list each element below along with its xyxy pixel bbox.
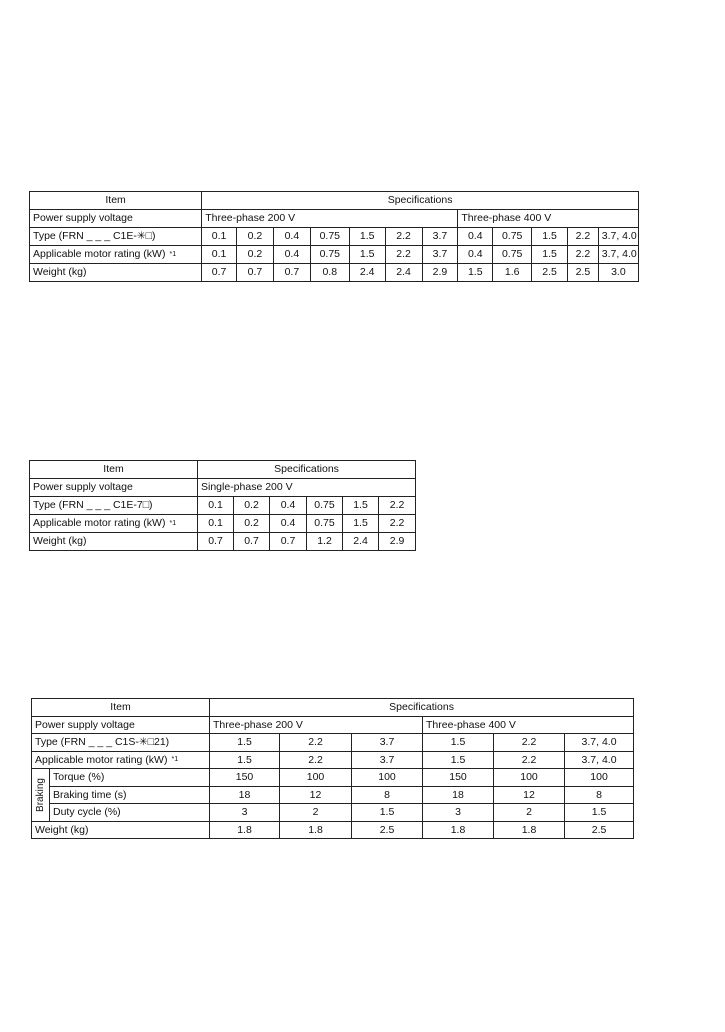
table-cell: 1.5	[423, 734, 494, 752]
table-cell: 2.2	[280, 734, 352, 752]
table-cell: 0.7	[234, 533, 270, 551]
table-cell: 1.5	[532, 228, 568, 246]
table-header-row	[32, 699, 634, 717]
table-cell: 1.5	[532, 246, 568, 264]
footnote-marker: *1	[169, 251, 177, 258]
row-label-weight: Weight (kg)	[32, 821, 210, 839]
table-cell: 1.8	[210, 821, 280, 839]
table-cell: 18	[210, 786, 280, 804]
table-cell: 2.2	[568, 246, 599, 264]
header-item: Item	[32, 699, 210, 717]
table-cell: 12	[494, 786, 565, 804]
table-cell: 0.75	[310, 228, 349, 246]
row-label-type: Type (FRN _ _ _ C1E-7□)	[30, 497, 198, 515]
table-cell: 2.4	[385, 264, 422, 282]
table-cell: 0.7	[198, 533, 234, 551]
table-cell: 0.4	[273, 246, 310, 264]
table-header-row	[30, 461, 416, 479]
table-cell: 100	[352, 769, 423, 787]
table-cell: 0.8	[310, 264, 349, 282]
table-cell: 2.4	[343, 533, 379, 551]
voltage-three-phase-400: Three-phase 400 V	[458, 210, 639, 228]
voltage-three-phase-400: Three-phase 400 V	[423, 716, 634, 734]
table-cell: 0.1	[202, 228, 237, 246]
table-cell: 2.5	[532, 264, 568, 282]
table-cell: 150	[423, 769, 494, 787]
table-cell: 1.2	[307, 533, 343, 551]
row-label-type: Type (FRN _ _ _ C1S-✳□21)	[32, 734, 210, 752]
row-label-braking-time: Braking time (s)	[50, 786, 210, 804]
table-cell: 1.8	[280, 821, 352, 839]
table-cell: 100	[494, 769, 565, 787]
table-cell: 3.7, 4.0	[565, 751, 634, 769]
table-cell: 3	[423, 804, 494, 822]
footnote-marker: *1	[171, 755, 179, 763]
row-label-motor	[30, 246, 202, 264]
table-row	[32, 751, 634, 769]
table-cell: 0.1	[198, 515, 234, 533]
table-row	[32, 786, 634, 804]
table-cell: 0.7	[270, 533, 307, 551]
table-cell: 100	[280, 769, 352, 787]
table-row	[30, 533, 416, 551]
table-cell: 0.4	[270, 497, 307, 515]
table-cell: 150	[210, 769, 280, 787]
table-cell: 1.5	[349, 228, 385, 246]
table-cell: 1.5	[210, 734, 280, 752]
table-cell: 2.9	[379, 533, 416, 551]
table-cell: 0.4	[270, 515, 307, 533]
table-cell: 2.4	[349, 264, 385, 282]
table-cell: 0.2	[237, 246, 274, 264]
table-cell: 1.8	[423, 821, 494, 839]
table-cell: 1.5	[565, 804, 634, 822]
table-cell: 8	[352, 786, 423, 804]
table-row	[32, 821, 634, 839]
table-cell: 0.75	[493, 246, 532, 264]
table-row	[32, 734, 634, 752]
table-cell: 3	[210, 804, 280, 822]
table-cell: 3.7	[352, 734, 423, 752]
table-cell: 2.2	[385, 246, 422, 264]
row-label-motor	[30, 515, 198, 533]
table-cell: 3.7, 4.0	[598, 246, 638, 264]
row-label-voltage: Power supply voltage	[30, 479, 198, 497]
braking-label-text: Braking	[34, 777, 46, 812]
table-cell: 1.5	[343, 497, 379, 515]
table-row	[32, 716, 634, 734]
row-label-weight: Weight (kg)	[30, 264, 202, 282]
table-cell: 0.7	[202, 264, 237, 282]
table-cell: 3.7	[352, 751, 423, 769]
table-cell: 2	[280, 804, 352, 822]
row-label-weight: Weight (kg)	[30, 533, 198, 551]
table-row	[30, 210, 639, 228]
table-row	[30, 246, 639, 264]
table-cell: 12	[280, 786, 352, 804]
row-label-torque: Torque (%)	[50, 769, 210, 787]
table-cell: 3.7, 4.0	[598, 228, 638, 246]
table-cell: 0.1	[198, 497, 234, 515]
table-cell: 1.5	[352, 804, 423, 822]
table-cell: 2.5	[568, 264, 599, 282]
table-cell: 0.4	[458, 246, 493, 264]
table-cell: 0.1	[202, 246, 237, 264]
table-cell: 2.2	[379, 497, 416, 515]
row-label-type: Type (FRN _ _ _ C1E-✳□)	[30, 228, 202, 246]
table-cell: 2.2	[280, 751, 352, 769]
header-item: Item	[30, 192, 202, 210]
row-label-voltage: Power supply voltage	[32, 716, 210, 734]
voltage-three-phase-200: Three-phase 200 V	[210, 716, 423, 734]
motor-label-text: Applicable motor rating (kW)	[33, 517, 166, 529]
table-row	[32, 804, 634, 822]
table-cell: 0.2	[234, 497, 270, 515]
header-specifications: Specifications	[202, 192, 639, 210]
table-row	[32, 769, 634, 787]
table-cell: 8	[565, 786, 634, 804]
table-cell: 2.2	[494, 751, 565, 769]
header-specifications: Specifications	[198, 461, 416, 479]
table-row	[30, 264, 639, 282]
table-cell: 0.7	[273, 264, 310, 282]
row-label-voltage: Power supply voltage	[30, 210, 202, 228]
footnote-marker: *1	[169, 520, 177, 527]
table-row	[30, 479, 416, 497]
table-cell: 2.2	[494, 734, 565, 752]
table-cell: 0.7	[237, 264, 274, 282]
motor-label-text: Applicable motor rating (kW)	[35, 753, 168, 766]
table-row	[30, 228, 639, 246]
table-cell: 0.75	[307, 515, 343, 533]
table-cell: 0.75	[493, 228, 532, 246]
table-cell: 100	[565, 769, 634, 787]
spec-table-c1s-braking	[31, 698, 634, 839]
table-cell: 2.2	[385, 228, 422, 246]
header-specifications: Specifications	[210, 699, 634, 717]
table-cell: 0.2	[234, 515, 270, 533]
table-row	[30, 497, 416, 515]
table-cell: 3.7	[422, 228, 458, 246]
table-cell: 0.4	[273, 228, 310, 246]
row-label-duty-cycle: Duty cycle (%)	[50, 804, 210, 822]
table-cell: 1.8	[494, 821, 565, 839]
table-cell: 2.2	[568, 228, 599, 246]
motor-label-text: Applicable motor rating (kW)	[33, 248, 166, 260]
table-row	[30, 515, 416, 533]
table-cell: 2.2	[379, 515, 416, 533]
spec-table-c1e-single-phase	[29, 460, 416, 551]
table-cell: 18	[423, 786, 494, 804]
table-cell: 1.5	[458, 264, 493, 282]
voltage-three-phase-200: Three-phase 200 V	[202, 210, 458, 228]
braking-group-label	[32, 769, 50, 822]
row-label-motor	[32, 751, 210, 769]
table-cell: 0.75	[310, 246, 349, 264]
table-header-row	[30, 192, 639, 210]
table-cell: 1.5	[210, 751, 280, 769]
table-cell: 1.5	[349, 246, 385, 264]
table-cell: 3.7, 4.0	[565, 734, 634, 752]
table-cell: 0.4	[458, 228, 493, 246]
table-cell: 3.7	[422, 246, 458, 264]
table-cell: 2.9	[422, 264, 458, 282]
table-cell: 2	[494, 804, 565, 822]
table-cell: 1.6	[493, 264, 532, 282]
header-item: Item	[30, 461, 198, 479]
table-cell: 3.0	[598, 264, 638, 282]
table-cell: 1.5	[423, 751, 494, 769]
table-cell: 1.5	[343, 515, 379, 533]
table-cell: 2.5	[565, 821, 634, 839]
spec-table-c1e-three-phase	[29, 191, 639, 282]
table-cell: 2.5	[352, 821, 423, 839]
table-cell: 0.2	[237, 228, 274, 246]
voltage-single-phase-200: Single-phase 200 V	[198, 479, 416, 497]
table-cell: 0.75	[307, 497, 343, 515]
